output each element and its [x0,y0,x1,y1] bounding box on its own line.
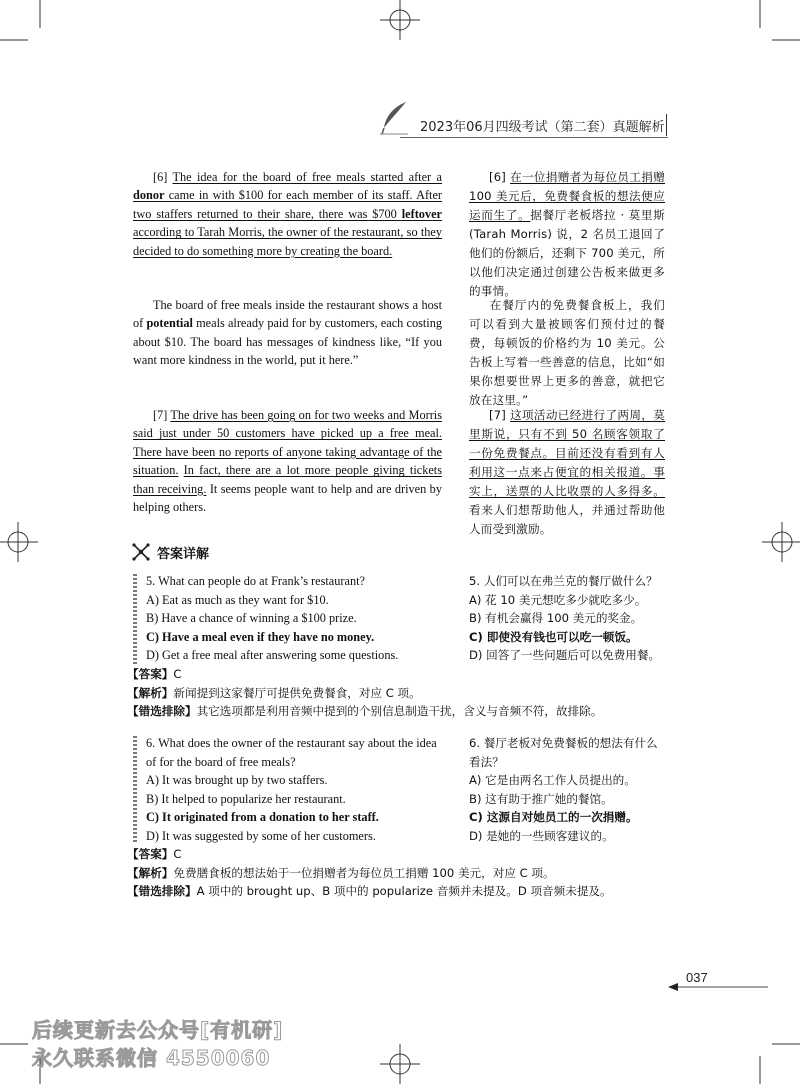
q5-option-b: B) Have a chance of winning a $100 prize. [146,611,357,626]
q5-stem-cn: 5. 人们可以在弗兰克的餐厅做什么？ [469,574,658,588]
page-number-arrow-icon [668,982,768,992]
q5-option-c: C) Have a meal even if they have no money. [146,629,375,644]
feather-pen-icon [378,100,410,136]
q6-cn [469,734,658,846]
passage-cn-p-board: 在餐厅内的免费餐食板上，我们可以看到大量被顾客们预付过的餐费，每顿饭的价格约为 10 美元。公告板上写着一些善意的信息，比如“如果你想要世界上更多的善意，就把它放在这里。” [469,298,665,407]
q6-margin-bar [133,734,137,842]
p6-sentence-1: The idea for the board of free meals started after a donor came in with $100 for each member of its staff. After two staffers returned to their share, there was $700 leftover according to Tarah Morris, the owner of the restaurant, so they decided to do something more by creating the board. [133,170,443,258]
q5-option-a: A) Eat as much as they want for $10. [146,592,329,607]
q5-option-a-cn: A) 花 10 美元想吃多少就吃多少。 [469,592,647,607]
q6-stem-1-cn: 6. 餐厅老板对免费餐板的想法有什么 [469,736,658,750]
q6-option-a: A) It was brought up by two staffers. [146,773,328,788]
watermark-line-2: 永久联系微信 4550060 [32,1046,271,1070]
q6-option-b-cn: B) 这有助于推广她的餐馆。 [469,791,613,806]
q6-option-c: C) It originated from a donation to her staff. [146,810,379,825]
passage-en-p6: [6] The idea for the board of free meals started after a donor came in with $100 for each member of its staff. After two staffers returned to their share, there was $700 leftover according to Tarah Morris, the owner of the restaurant, so they decided to do something more by creating the board. [133,170,443,258]
q5-option-b-cn: B) 有机会赢得 100 美元的奖金。 [469,611,643,626]
header-divider [666,114,667,136]
q6-option-b: B) It helped to popularize her restaurant. [146,791,346,806]
q6-en [146,734,437,846]
page-header-title: 2023年06月四级考试（第二套）真题解析 [420,120,665,135]
q5-option-d: D) Get a free meal after answering some questions. [146,648,399,663]
q6-option-d: D) It was suggested by some of her customers. [146,828,376,843]
passage-en-p7: [7] The drive has been going on for two weeks and Morris said just under 50 customers have picked up a free meal. There have been no reports of anyone taking advantage of the situation. In fact, there are a lot more people giving tickets than receiving. It seems people want to help and are driven by helping others. [133,408,443,515]
page-number: 037 [686,970,708,985]
q5-cn [469,572,660,665]
q6-option-d-cn: D) 是她的一些顾客建议的。 [469,828,614,843]
q6-stem-2: of for the board of free meals? [146,754,296,769]
passage-cn-p7: [7] 这项活动已经进行了两周，莫里斯说，只有不到 50 名顾客领取了一份免费餐点。目前还没有看到有人利用这一点来占便宜的相关报道。事实上，送票的人比收票的人多得多。看来人们想帮助他人，并通过帮助他人而受到激励。 [469,408,665,536]
q5-option-d-cn: D) 回答了一些问题后可以免费用餐。 [469,648,661,663]
passage-en-p-board: The board of free meals inside the restaurant shows a host of potential meals already paid for by customers, each costing about $10. The board has messages of kindness like, “If you want more kindness in the world, put it here.” [133,298,443,368]
q6-answer: 【答案】C 【解析】免费膳食板的想法始于一位捐赠者为每位员工捐赠 100 美元，对应 C 项。 【错选排除】A 项中的 brought up、B 项中的 popularize 音频并未提及。D 项音频未提及。 [127,847,612,899]
q6-option-c-cn: C) 这源自对她员工的一次捐赠。 [469,810,638,825]
q6-option-a-cn: A) 它是由两名工作人员提出的。 [469,773,636,788]
q6-stem-1: 6. What does the owner of the restaurant say about the idea [146,736,437,750]
q5-stem: 5. What can people do at Frank’s restaurant? [146,574,365,588]
q5-en [146,572,398,665]
answer-section-icon [131,542,151,562]
q5-answer: 【答案】C 【解析】新闻提到这家餐厅可提供免费餐食，对应 C 项。 【错选排除】其它选项都是利用音频中提到的个别信息制造干扰，含义与音频不符，故排除。 [127,667,603,719]
passage-cn-p6: [6] 在一位捐赠者为每位员工捐赠 100 美元后，免费餐食板的想法便应运而生了。据餐厅老板塔拉 · 莫里斯 (Tarah Morris) 说，2 名员工退回了他们的份额后，还剩下 700 美元，所以他们决定通过创建公告板来做更多的事情。 [469,170,665,298]
q5-option-c-cn: C) 即使没有钱也可以吃一顿饭。 [469,629,638,644]
header-rule [400,137,668,138]
q5-margin-bar [133,572,137,664]
q6-stem-2-cn: 看法？ [469,754,504,769]
section-title: 答案详解 [157,547,210,562]
watermark-line-1: 后续更新去公众号[有机研] [32,1018,284,1042]
